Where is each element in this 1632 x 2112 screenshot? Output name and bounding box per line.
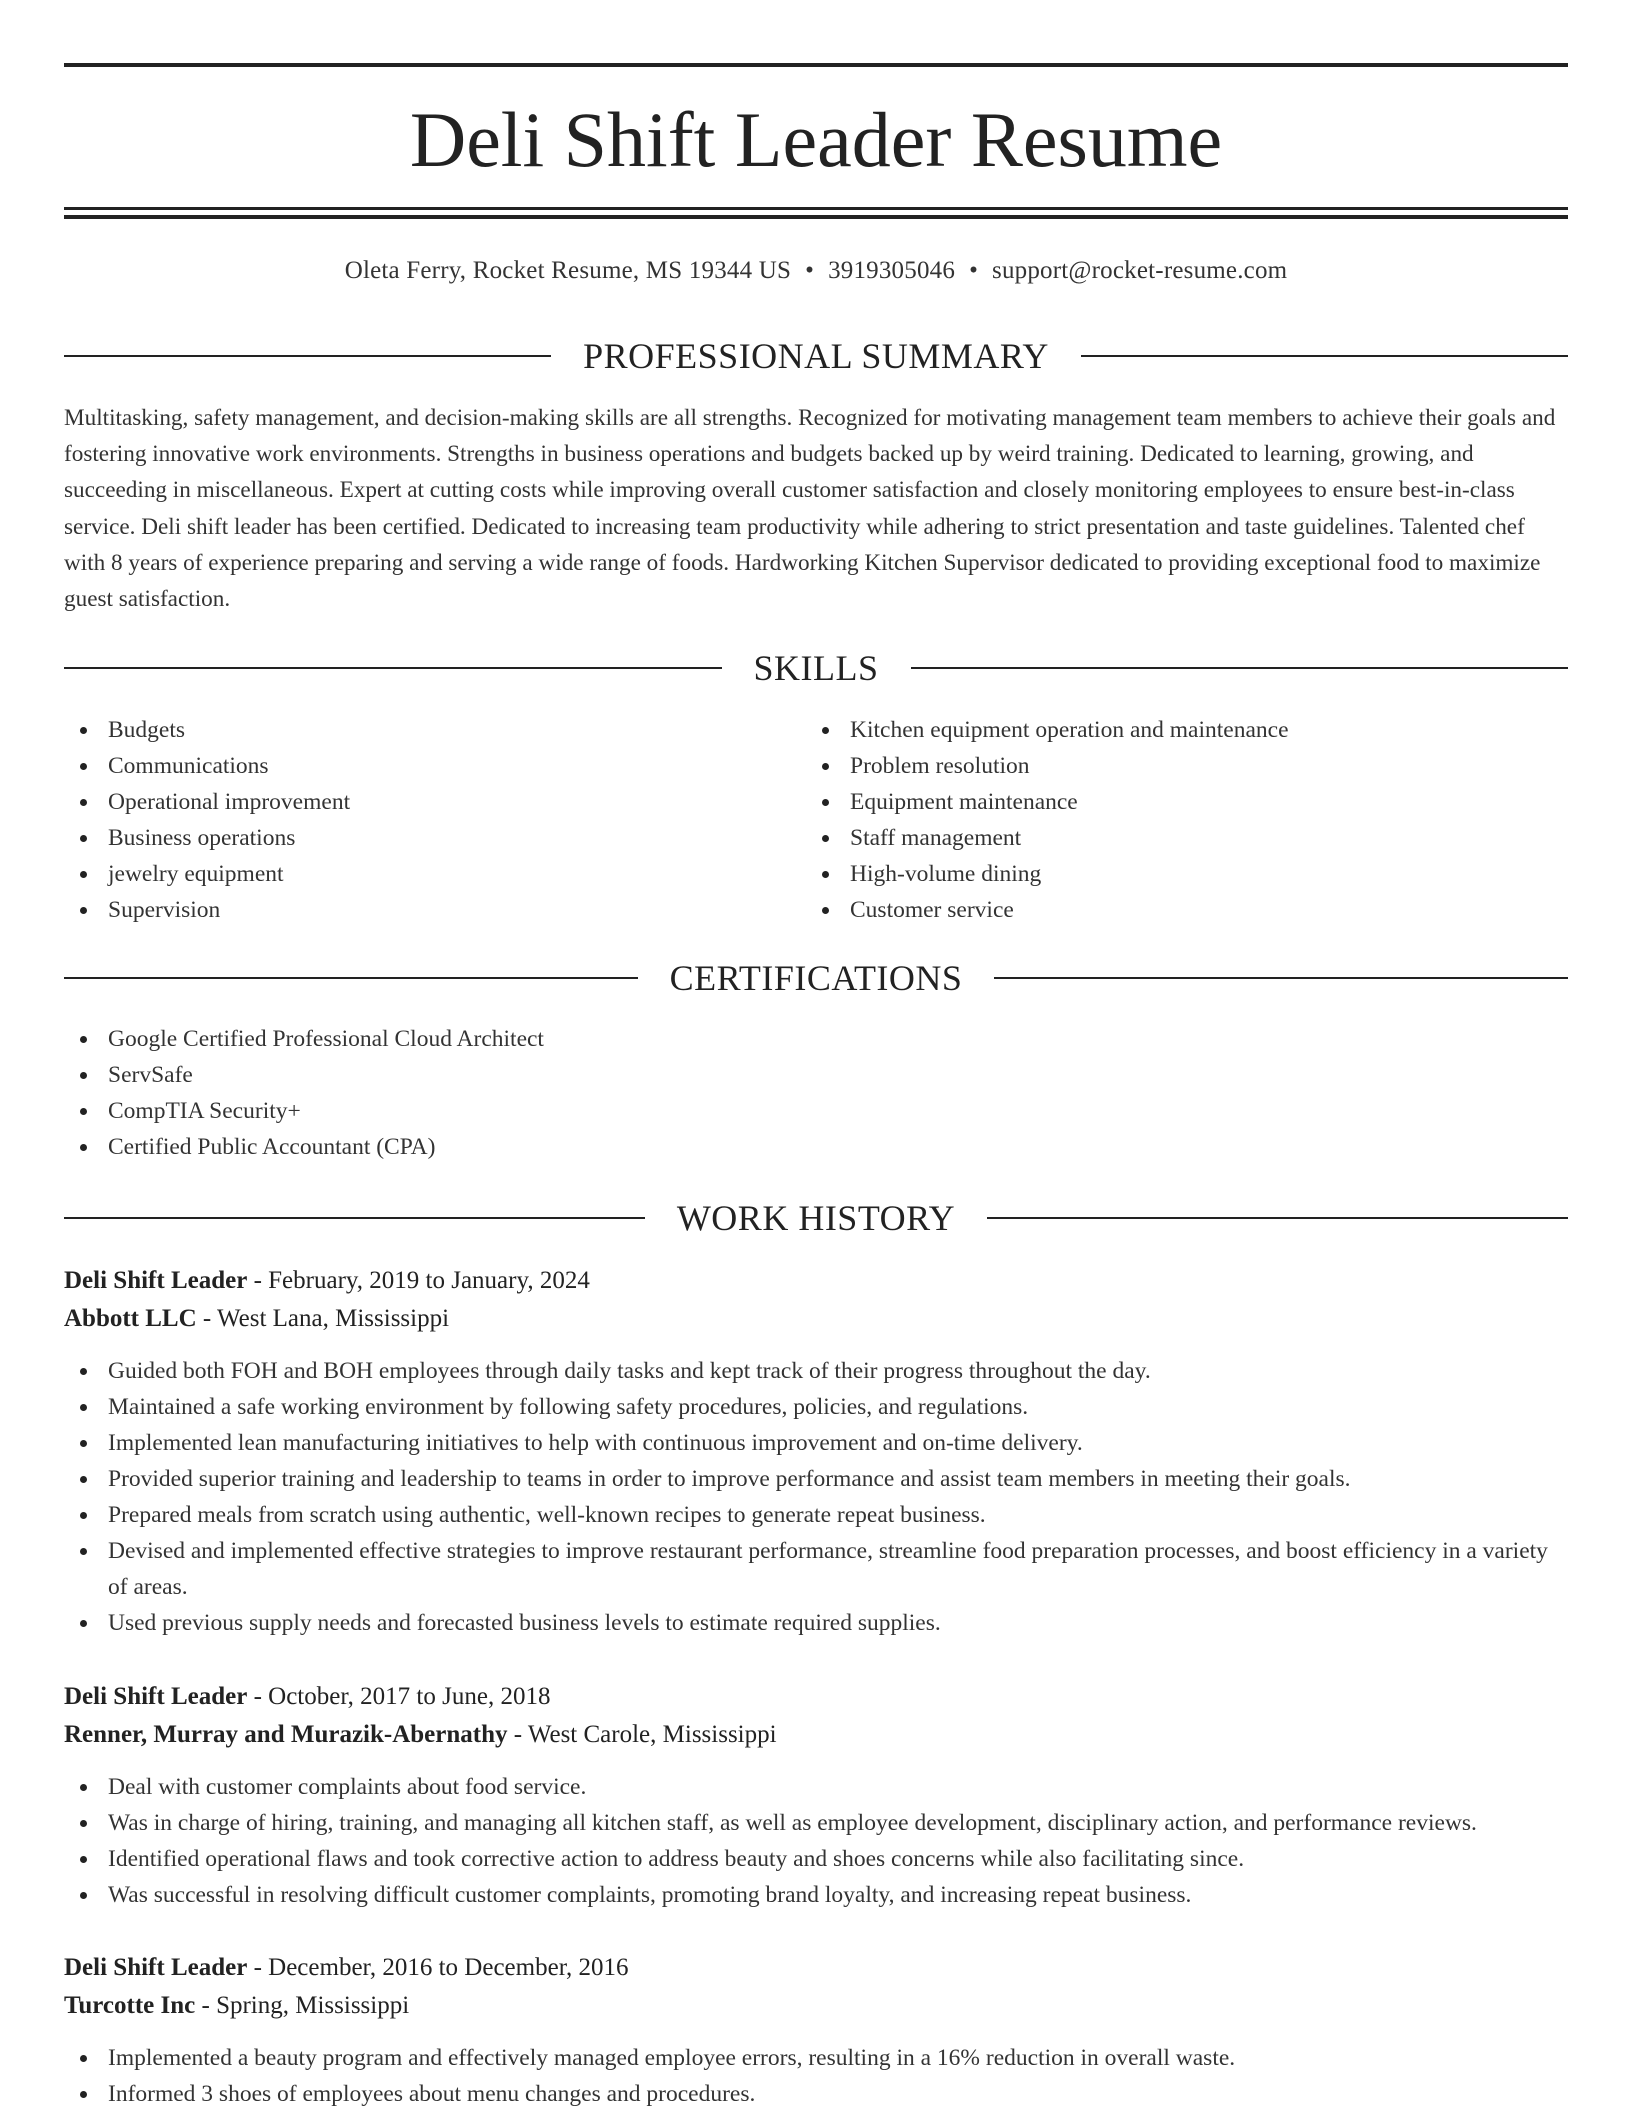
job-role-line bbox=[64, 1949, 1568, 1987]
section-heading-certifications bbox=[64, 958, 1568, 998]
job-company: Turcotte Inc bbox=[64, 1992, 196, 2019]
skill-item: Customer service bbox=[806, 892, 1568, 928]
job-role-line bbox=[64, 1678, 1568, 1716]
job-duties bbox=[64, 1769, 1568, 1913]
job-duty: Was successful in resolving difficult customer complaints, promoting brand loyalty, and increasing repeat business. bbox=[64, 1877, 1568, 1913]
skill-item: Budgets bbox=[64, 712, 806, 748]
job-title: Deli Shift Leader bbox=[64, 1267, 248, 1294]
job-duties bbox=[64, 1353, 1568, 1641]
job-title: Deli Shift Leader bbox=[64, 1954, 248, 1981]
section-heading-work-history bbox=[64, 1198, 1568, 1238]
job-company: Renner, Murray and Murazik-Abernathy bbox=[64, 1721, 508, 1748]
section-title: PROFESSIONAL SUMMARY bbox=[583, 336, 1049, 376]
skill-item: Staff management bbox=[806, 820, 1568, 856]
job-role-line bbox=[64, 1262, 1568, 1300]
skill-item: High-volume dining bbox=[806, 856, 1568, 892]
skill-item: Problem resolution bbox=[806, 748, 1568, 784]
job-duty: Implemented lean manufacturing initiatives to help with continuous improvement and on-time delivery. bbox=[64, 1425, 1568, 1461]
heading-rule bbox=[1081, 355, 1568, 357]
skill-item: Communications bbox=[64, 748, 806, 784]
job-duty: Devised and implemented effective strategies to improve restaurant performance, streamline food preparation processes, and boost efficiency in a variety of areas. bbox=[64, 1533, 1568, 1605]
job-duty: Deal with customer complaints about food service. bbox=[64, 1769, 1568, 1805]
page-title: Deli Shift Leader Resume bbox=[409, 96, 1223, 183]
skill-item: Equipment maintenance bbox=[806, 784, 1568, 820]
skills-list-left bbox=[64, 712, 806, 928]
certification-item: CompTIA Security+ bbox=[64, 1093, 1568, 1129]
job-duty: Guided both FOH and BOH employees through daily tasks and kept track of their progress throughout the day. bbox=[64, 1353, 1568, 1389]
skill-item: Supervision bbox=[64, 892, 806, 928]
section-title: CERTIFICATIONS bbox=[669, 958, 963, 998]
contact-address: Oleta Ferry, Rocket Resume, MS 19344 US bbox=[344, 257, 792, 284]
job-duty: Was in charge of hiring, training, and managing all kitchen staff, as well as employee development, disciplinary action, and performance reviews. bbox=[64, 1805, 1568, 1841]
job-duty: Prepared meals from scratch using authentic, well-known recipes to generate repeat business. bbox=[64, 1497, 1568, 1533]
job-location: - West Lana, Mississippi bbox=[196, 1305, 450, 1332]
job-duty: Informed 3 shoes of employees about menu changes and procedures. bbox=[64, 2076, 1568, 2112]
skill-item: Kitchen equipment operation and maintenance bbox=[806, 712, 1568, 748]
heading-rule bbox=[64, 355, 551, 357]
section-title: WORK HISTORY bbox=[676, 1198, 956, 1238]
header-bottom-rule bbox=[64, 207, 1568, 210]
professional-summary: Multitasking, safety management, and decision-making skills are all strengths. Recognized for motivating management team members to achieve their goals and fostering innovative work environments. Strengths in business operations and budgets backed up by weird training. Dedicated to learning, growing, and succeeding in miscellaneous. Expert at cutting costs while improving overall customer satisfaction and closely monitoring employees to ensure best-in-class service. Deli shift leader has been certified. Dedicated to increasing team productivity while adhering to strict presentation and taste guidelines. Talented chef with 8 years of experience preparing and serving a wide range of foods. Hardworking Kitchen Supervisor dedicated to providing exceptional food to maximize guest satisfaction. bbox=[64, 405, 1556, 613]
job-entry bbox=[64, 1949, 1568, 2112]
skill-item: Operational improvement bbox=[64, 784, 806, 820]
contact-email: support@rocket-resume.com bbox=[992, 257, 1288, 284]
job-entry bbox=[64, 1678, 1568, 1913]
job-dates: - February, 2019 to January, 2024 bbox=[247, 1267, 590, 1294]
job-company-line bbox=[64, 1987, 1568, 2025]
job-duty: Provided superior training and leadership to teams in order to improve performance and assist team members in meeting their goals. bbox=[64, 1461, 1568, 1497]
heading-rule bbox=[994, 977, 1568, 979]
contact-phone: 3919305046 bbox=[828, 257, 956, 284]
job-dates: - December, 2016 to December, 2016 bbox=[247, 1954, 629, 1981]
contact-separator: • bbox=[805, 257, 815, 284]
certifications-list bbox=[64, 1021, 1568, 1165]
heading-rule bbox=[64, 667, 722, 669]
job-duty: Maintained a safe working environment by following safety procedures, policies, and regulations. bbox=[64, 1389, 1568, 1425]
job-company-line bbox=[64, 1300, 1568, 1338]
header-top-rule bbox=[64, 63, 1568, 67]
heading-rule bbox=[911, 667, 1569, 669]
job-dates: - October, 2017 to June, 2018 bbox=[247, 1683, 551, 1710]
heading-rule bbox=[64, 1217, 645, 1219]
section-heading-summary bbox=[64, 336, 1568, 376]
job-duty: Implemented a beauty program and effectively managed employee errors, resulting in a 16% reduction in overall waste. bbox=[64, 2040, 1568, 2076]
contact-line bbox=[64, 254, 1568, 288]
heading-rule bbox=[64, 977, 638, 979]
skill-item: Business operations bbox=[64, 820, 806, 856]
section-title: SKILLS bbox=[753, 648, 879, 688]
job-company: Abbott LLC bbox=[64, 1305, 197, 1332]
job-title: Deli Shift Leader bbox=[64, 1683, 248, 1710]
job-company-line bbox=[64, 1716, 1568, 1754]
contact-separator: • bbox=[969, 257, 979, 284]
job-duties bbox=[64, 2040, 1568, 2112]
skill-item: jewelry equipment bbox=[64, 856, 806, 892]
certification-item: Google Certified Professional Cloud Architect bbox=[64, 1021, 1568, 1057]
certification-item: ServSafe bbox=[64, 1057, 1568, 1093]
job-location: - Spring, Mississippi bbox=[195, 1992, 410, 2019]
job-entry bbox=[64, 1262, 1568, 1641]
heading-rule bbox=[987, 1217, 1568, 1219]
job-duty: Identified operational flaws and took corrective action to address beauty and shoes concerns while also facilitating since. bbox=[64, 1841, 1568, 1877]
job-location: - West Carole, Mississippi bbox=[507, 1721, 777, 1748]
certification-item: Certified Public Accountant (CPA) bbox=[64, 1129, 1568, 1165]
skills-list-right bbox=[806, 712, 1568, 928]
header-bottom-rule-double bbox=[64, 215, 1568, 219]
section-heading-skills bbox=[64, 648, 1568, 688]
job-duty: Used previous supply needs and forecasted business levels to estimate required supplies. bbox=[64, 1605, 1568, 1641]
